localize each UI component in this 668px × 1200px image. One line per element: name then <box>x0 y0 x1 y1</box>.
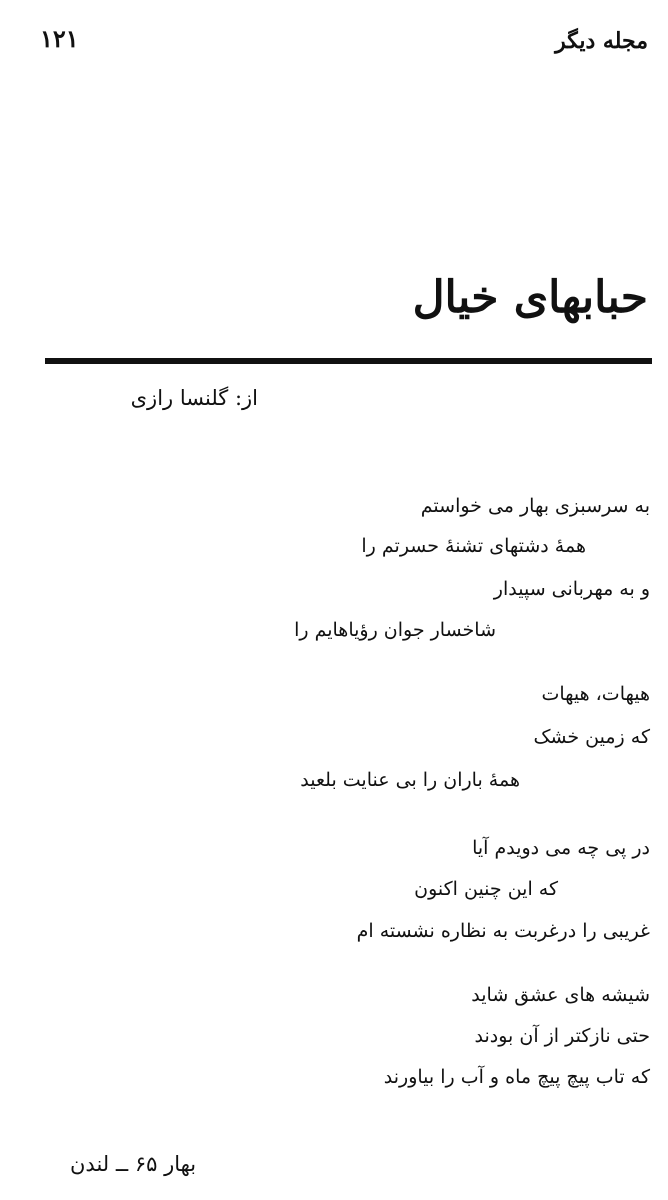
place-date-signature: بهار ۶۵ ــ لندن <box>70 1152 197 1176</box>
poem-line: که زمین خشک <box>533 726 650 748</box>
poem-line: هیهات، هیهات <box>541 683 650 705</box>
page-number: ۱۲۱ <box>40 24 79 53</box>
author-byline: از: گلنسا رازی <box>130 386 258 410</box>
poem-title: حبابهای خیال <box>412 272 648 323</box>
poem-line: شاخسار جوان رؤیاهایم را <box>294 619 496 641</box>
poem-line: در پی چه می دویدم آیا <box>472 837 650 859</box>
poem-line: غریبی را درغربت به نظاره نشسته ام <box>356 920 650 942</box>
poem-line: شیشه های عشق شاید <box>471 984 650 1006</box>
title-divider <box>45 358 652 364</box>
journal-name: مجله دیگر <box>555 28 648 54</box>
poem-line: و به مهربانی سپیدار <box>493 578 650 600</box>
poem-line: که این چنین اکنون <box>414 878 558 900</box>
poem-line: به سرسبزی بهار می خواستم <box>420 495 650 517</box>
poem-line: حتی نازکتر از آن بودند <box>474 1025 650 1047</box>
poem-line: همهٔ باران را بی عنایت بلعید <box>300 769 520 791</box>
poem-line: همهٔ دشتهای تشنهٔ حسرتم را <box>361 535 586 557</box>
poem-line: که تاب پیچ پیچ ماه و آب را بیاورند <box>383 1066 650 1088</box>
